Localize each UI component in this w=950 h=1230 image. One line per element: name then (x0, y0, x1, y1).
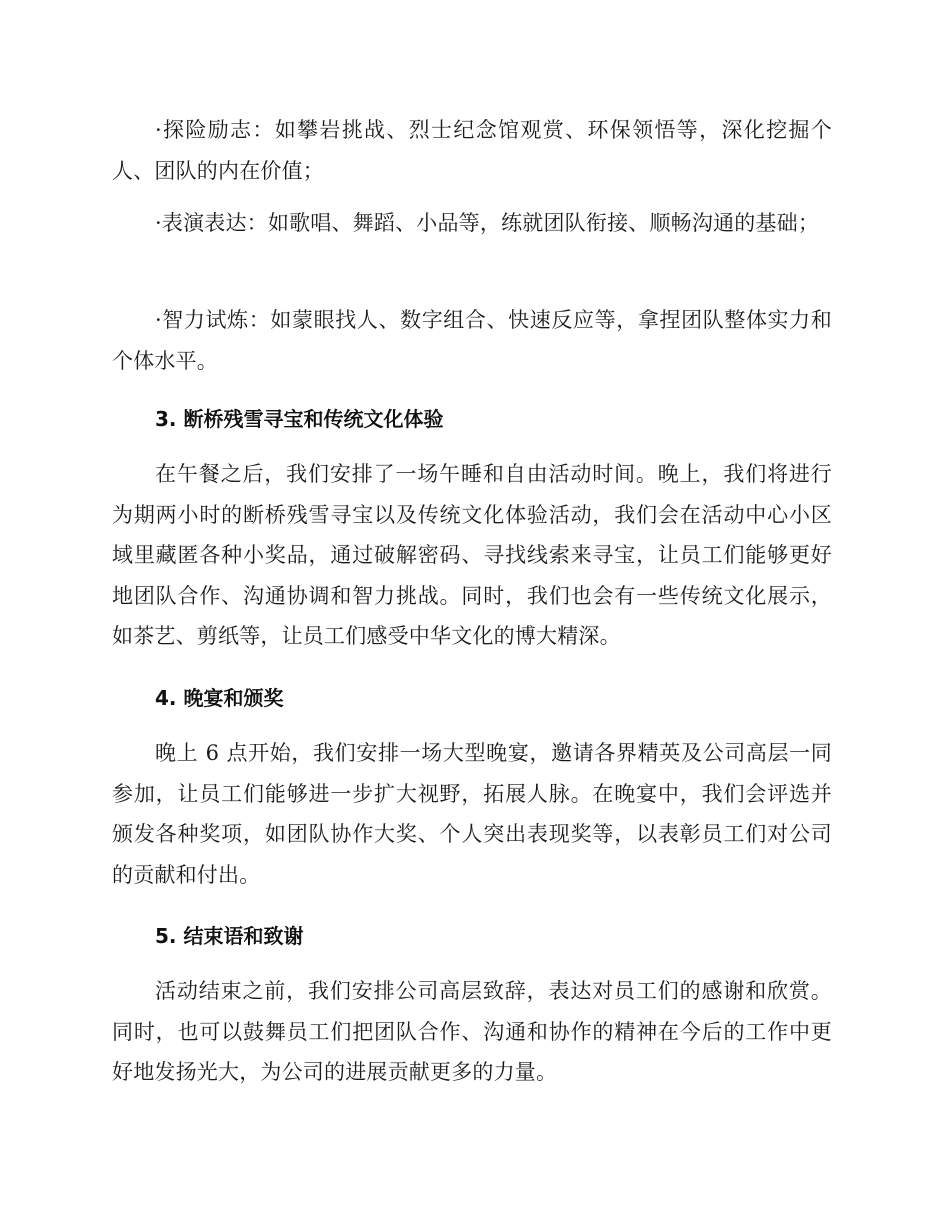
section-heading-4: 4. 晚宴和颁奖 (155, 686, 284, 710)
section-heading-3: 3. 断桥残雪寻宝和传统文化体验 (155, 407, 444, 431)
section-body-5: 活动结束之前，我们安排公司高层致辞，表达对员工们的感谢和欣赏。同时，也可以鼓舞员工们把团队合作、沟通和协作的精神在今后的工作中更好地发扬光大，为公司的进展贡献更多的力量。 (112, 979, 832, 1084)
section-body-4: 晚上 6 点开始，我们安排一场大型晚宴，邀请各界精英及公司高层一同参加，让员工们能够进一步扩大视野，拓展人脉。在晚宴中，我们会评选并颁发各种奖项，如团队协作大奖、个人突出表现奖等，以表彰员工们对公司的贡献和付出。 (112, 741, 832, 887)
bullet-performance: ·表演表达：如歌唱、舞蹈、小品等，练就团队衔接、顺畅沟通的基础； (155, 211, 820, 235)
bullet-intellect: ·智力试炼：如蒙眼找人、数字组合、快速反应等，拿捏团队整体实力和个体水平。 (112, 308, 832, 373)
section-heading-5: 5. 结束语和致谢 (155, 924, 304, 948)
section-body-3: 在午餐之后，我们安排了一场午睡和自由活动时间。晚上，我们将进行为期两小时的断桥残雪寻宝以及传统文化体验活动，我们会在活动中心小区域里藏匿各种小奖品，通过破解密码、寻找线索来寻宝，让员工们能够更好地团队合作、沟通协调和智力挑战。同时，我们也会有一些传统文化展示，如茶艺、剪纸等，让员工们感受中华文化的博大精深。 (112, 462, 832, 648)
bullet-adventure: ·探险励志：如攀岩挑战、烈士纪念馆观赏、环保领悟等，深化挖掘个人、团队的内在价值； (112, 118, 832, 183)
